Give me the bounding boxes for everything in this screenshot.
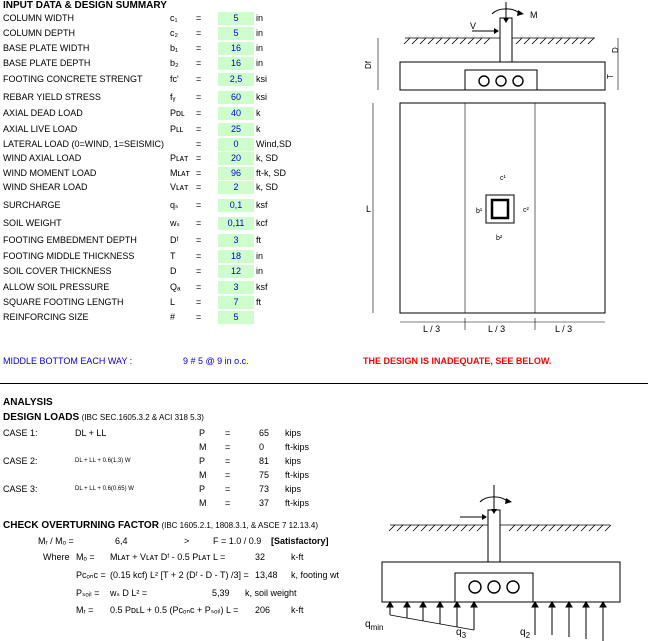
- case-value: 75: [259, 470, 270, 480]
- input-value[interactable]: 3: [218, 281, 254, 294]
- equals-sign: =: [196, 282, 202, 292]
- case-value: 73: [259, 484, 270, 494]
- input-symbol: D: [170, 266, 177, 276]
- label-q3: $q_3$: [456, 627, 467, 640]
- equals-sign: =: [196, 297, 202, 307]
- input-value[interactable]: 7: [218, 296, 254, 309]
- equals-sign: =: [196, 13, 202, 23]
- input-unit: k, SD: [256, 153, 279, 163]
- input-label: SOIL COVER THICKNESS: [3, 266, 112, 276]
- input-unit: ksf: [256, 200, 268, 210]
- input-label: AXIAL DEAD LOAD: [3, 108, 83, 118]
- input-label: COLUMN WIDTH: [3, 13, 74, 23]
- ratio-value: 6,4: [115, 536, 128, 546]
- input-label: FOOTING CONCRETE STRENGT: [3, 74, 143, 84]
- label-q2: $q_2$: [520, 627, 531, 640]
- input-value[interactable]: 25: [218, 123, 254, 136]
- pconc-expr: (0.15 kcf) L² [T + 2 (Dᶠ - D - T) /3] =: [110, 570, 249, 580]
- input-label: BASE PLATE WIDTH: [3, 43, 90, 53]
- input-symbol: Pᴅʟ: [170, 108, 185, 118]
- case-value: 0: [259, 442, 265, 452]
- input-label: WIND MOMENT LOAD: [3, 168, 97, 178]
- input-unit: k, SD: [256, 182, 279, 192]
- input-symbol: b₂: [170, 58, 179, 68]
- case-combo: DL + LL + 0.6(0.65) W: [75, 486, 134, 492]
- equals-sign: =: [196, 200, 202, 210]
- input-symbol: fᴄ': [170, 74, 179, 84]
- rebar-3: [513, 76, 523, 86]
- equals-sign: =: [225, 498, 231, 508]
- column-plan: [492, 200, 508, 218]
- equals-sign: =: [196, 74, 202, 84]
- case-unit: kips: [285, 428, 302, 438]
- input-label: WIND AXIAL LOAD: [3, 153, 82, 163]
- case-symbol: M: [199, 498, 207, 508]
- mr-value: 206: [255, 605, 271, 615]
- label-T: T: [606, 74, 615, 79]
- input-unit: in: [256, 251, 264, 261]
- input-unit: in: [256, 13, 264, 23]
- input-value[interactable]: 60: [218, 91, 254, 104]
- pconc-lhs: Pᴄₒₙᴄ =: [76, 570, 106, 580]
- input-label: FOOTING MIDDLE THICKNESS: [3, 251, 135, 261]
- equals-sign: =: [196, 108, 202, 118]
- equals-sign: =: [196, 124, 202, 134]
- moment-arrow: [517, 10, 524, 16]
- input-label: SURCHARGE: [3, 200, 61, 210]
- case-symbol: P: [199, 484, 206, 494]
- case-value: 81: [259, 456, 270, 466]
- case-symbol: M: [199, 442, 207, 452]
- input-unit: in: [256, 28, 264, 38]
- pressure-arrows: [387, 602, 606, 641]
- psoil-expr: wₛ D L² =: [110, 588, 148, 598]
- label-Df: Df: [364, 61, 373, 69]
- input-value[interactable]: 0: [218, 138, 254, 151]
- input-unit: in: [256, 266, 264, 276]
- input-label: SOIL WEIGHT: [3, 218, 62, 228]
- equals-sign: =: [196, 58, 202, 68]
- case-unit: kips: [285, 484, 302, 494]
- input-unit: in: [256, 58, 264, 68]
- page-title: INPUT DATA & DESIGN SUMMARY: [3, 0, 167, 11]
- input-symbol: Mʟᴀᴛ: [170, 168, 190, 178]
- input-symbol: qₛ: [170, 200, 179, 210]
- ratio-lhs: Mᵣ / Mₒ =: [38, 536, 74, 546]
- case-symbol: M: [199, 470, 207, 480]
- pconc-value: 13,48: [255, 570, 278, 580]
- input-symbol: Vʟᴀᴛ: [170, 182, 189, 192]
- mo-lhs: Mₒ =: [76, 552, 95, 562]
- label-c2: c²: [523, 207, 529, 214]
- input-unit: k: [256, 108, 261, 118]
- label-qmin: $q_{min}$: [365, 619, 384, 632]
- design-status: THE DESIGN IS INADEQUATE, SEE BELOW.: [363, 356, 552, 366]
- label-b1: b¹: [476, 208, 483, 215]
- psoil-unit: k, soil weight: [245, 588, 297, 598]
- input-value[interactable]: 5: [218, 311, 254, 324]
- result-label: MIDDLE BOTTOM EACH WAY :: [3, 356, 133, 366]
- equals-sign: =: [196, 218, 202, 228]
- rebar-1: [479, 76, 489, 86]
- input-unit: Wind,SD: [256, 139, 292, 149]
- analysis-title: ANALYSIS: [3, 397, 53, 408]
- pconc-unit: k, footing wt: [291, 570, 340, 580]
- equals-sign: =: [196, 153, 202, 163]
- input-value[interactable]: 5: [218, 27, 254, 40]
- case-symbol: P: [199, 456, 206, 466]
- input-unit: ksi: [256, 92, 267, 102]
- input-value[interactable]: 2,5: [218, 73, 254, 86]
- input-label: SQUARE FOOTING LENGTH: [3, 297, 124, 307]
- input-value[interactable]: 2: [218, 181, 254, 194]
- equals-sign: =: [196, 266, 202, 276]
- case-name: CASE 1:: [3, 428, 38, 438]
- case-unit: ft-kips: [285, 498, 310, 508]
- label-M: M: [530, 10, 538, 20]
- psoil-lhs: Pₛₒᵢₗ =: [76, 588, 100, 598]
- label-V: V: [470, 21, 477, 31]
- case-unit: ft-kips: [285, 442, 310, 452]
- rebar-2: [496, 76, 506, 86]
- input-value[interactable]: 0,11: [218, 217, 254, 230]
- label-b2: b²: [496, 235, 503, 242]
- input-value[interactable]: 18: [218, 250, 254, 263]
- input-symbol: L: [170, 297, 176, 307]
- case-value: 37: [259, 498, 270, 508]
- ratio-status: [Satisfactory]: [271, 536, 329, 546]
- third-label-3: L / 3: [555, 324, 573, 334]
- input-symbol: Pʟʟ: [170, 124, 184, 134]
- input-label: ALLOW SOIL PRESSURE: [3, 282, 110, 292]
- case-combo: DL + LL: [75, 428, 107, 438]
- mo-expr: Mʟᴀᴛ + Vʟᴀᴛ Dᶠ - 0.5 Pʟᴀᴛ L =: [110, 552, 226, 562]
- input-value[interactable]: 96: [218, 167, 254, 180]
- third-label-1: L / 3: [423, 324, 441, 334]
- ratio-operator: >: [184, 536, 190, 546]
- input-unit: ft-k, SD: [256, 168, 287, 178]
- mo-unit: k-ft: [291, 552, 304, 562]
- mo-value: 32: [255, 552, 266, 562]
- input-label: REINFORCING SIZE: [3, 312, 89, 322]
- input-unit: ksf: [256, 282, 268, 292]
- equals-sign: =: [196, 168, 202, 178]
- input-label: COLUMN DEPTH: [3, 28, 76, 38]
- label-L: L: [366, 204, 372, 214]
- input-unit: ft: [256, 235, 262, 245]
- equals-sign: =: [196, 251, 202, 261]
- equals-sign: =: [225, 470, 231, 480]
- input-unit: kcf: [256, 218, 268, 228]
- input-label: WIND SHEAR LOAD: [3, 182, 88, 192]
- input-symbol: fᵧ: [170, 92, 176, 102]
- input-symbol: Qₐ: [170, 282, 181, 292]
- equals-sign: =: [196, 139, 202, 149]
- footing-diagram: [360, 0, 648, 345]
- input-label: BASE PLATE DEPTH: [3, 58, 91, 68]
- equals-sign: =: [225, 442, 231, 452]
- input-value[interactable]: 5: [218, 12, 254, 25]
- equals-sign: =: [196, 43, 202, 53]
- input-value[interactable]: 40: [218, 107, 254, 120]
- column: [500, 18, 512, 66]
- equals-sign: =: [196, 235, 202, 245]
- equals-sign: =: [196, 182, 202, 192]
- equals-sign: =: [196, 92, 202, 102]
- input-label: FOOTING EMBEDMENT DEPTH: [3, 235, 137, 245]
- overturning-heading: CHECK OVERTURNING FACTOR (IBC 1605.2.1, 1808.3.1, & ASCE 7 12.13.4): [3, 520, 318, 531]
- pressure-diagram: [360, 475, 648, 641]
- third-label-2: L / 3: [488, 324, 506, 334]
- input-value[interactable]: 12: [218, 265, 254, 278]
- input-symbol: c₂: [170, 28, 178, 38]
- case-unit: ft-kips: [285, 470, 310, 480]
- case-value: 65: [259, 428, 270, 438]
- input-unit: k: [256, 124, 261, 134]
- equals-sign: =: [196, 28, 202, 38]
- ratio-rhs: F = 1.0 / 0.9: [213, 536, 262, 546]
- input-value[interactable]: 16: [218, 57, 254, 70]
- case-combo: DL + LL + 0.6(1.3) W: [75, 458, 131, 464]
- case-unit: kips: [285, 456, 302, 466]
- mr-lhs: Mᵣ =: [76, 605, 94, 615]
- input-unit: ksi: [256, 74, 267, 84]
- case-name: CASE 3:: [3, 484, 38, 494]
- result-value: 9 # 5 @ 9 in o.c.: [183, 356, 249, 366]
- where-label: Where: [43, 552, 70, 562]
- input-symbol: #: [170, 312, 176, 322]
- input-symbol: c₁: [170, 13, 178, 23]
- design-loads-heading: DESIGN LOADS (IBC SEC.1605.3.2 & ACI 318 5.3): [3, 412, 204, 423]
- equals-sign: =: [225, 428, 231, 438]
- input-symbol: b₁: [170, 43, 179, 53]
- input-value[interactable]: 20: [218, 152, 254, 165]
- input-value[interactable]: 16: [218, 42, 254, 55]
- input-label: REBAR YIELD STRESS: [3, 92, 101, 102]
- mr-expr: 0.5 PᴅʟL + 0.5 (Pᴄₒₙᴄ + Pₛₒᵢₗ) L =: [110, 605, 239, 615]
- column-2: [488, 510, 500, 565]
- input-unit: in: [256, 43, 264, 53]
- label-D: D: [611, 47, 620, 53]
- psoil-value: 5,39: [212, 588, 230, 598]
- mr-unit: k-ft: [291, 605, 304, 615]
- input-symbol: wₛ: [170, 218, 180, 228]
- input-symbol: Dᶠ: [170, 235, 179, 245]
- input-symbol: Pʟᴀᴛ: [170, 153, 189, 163]
- equals-sign: =: [196, 312, 202, 322]
- case-symbol: P: [199, 428, 206, 438]
- input-value[interactable]: 0,1: [218, 199, 254, 212]
- shear-arrowhead: [494, 28, 499, 34]
- section-divider: [0, 383, 648, 384]
- equals-sign: =: [225, 456, 231, 466]
- case-name: CASE 2:: [3, 456, 38, 466]
- input-value[interactable]: 3: [218, 234, 254, 247]
- input-label: LATERAL LOAD (0=WIND, 1=SEISMIC): [3, 139, 165, 149]
- input-label: AXIAL LIVE LOAD: [3, 124, 78, 134]
- label-c1: c¹: [500, 175, 506, 182]
- equals-sign: =: [225, 484, 231, 494]
- input-unit: ft: [256, 297, 262, 307]
- input-symbol: T: [170, 251, 176, 261]
